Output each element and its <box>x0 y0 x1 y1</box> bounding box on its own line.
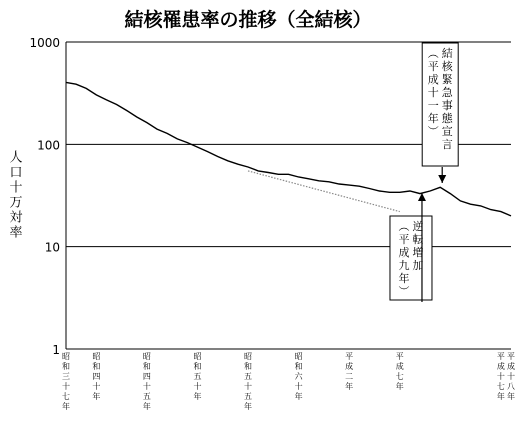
y-tick-label: 1000 <box>29 36 60 50</box>
annotation-1 <box>390 193 432 302</box>
annotation-arrowhead <box>438 175 446 183</box>
x-tick-label: 昭和三十七年 <box>62 352 70 411</box>
x-tick-label: 昭和五十五年 <box>244 352 253 411</box>
x-tick-label: 平成七年 <box>395 352 404 391</box>
y-tick-label: 1 <box>52 343 60 357</box>
y-axis-label: 人口十万対率 <box>6 150 22 240</box>
y-tick-label: 100 <box>37 138 60 153</box>
x-tick-label: 昭和五十年 <box>193 352 202 401</box>
annotations <box>390 43 458 302</box>
x-tick-label: 平成二年 <box>345 352 354 391</box>
annotation-box <box>390 216 432 300</box>
annotation-0 <box>422 43 458 183</box>
x-tick-label: 昭和六十年 <box>294 352 303 401</box>
x-tick-label: 平成十七年 <box>496 352 505 401</box>
x-tick-label: 昭和四十年 <box>92 352 101 401</box>
y-tick-labels <box>29 36 60 357</box>
x-tick-label: 昭和四十五年 <box>142 352 151 411</box>
y-tick-label: 10 <box>44 240 60 255</box>
series-line-1 <box>248 171 400 212</box>
x-tick-labels <box>62 352 515 411</box>
annotation-text: 結核緊急事態宣言︵平成十一年︶ <box>427 47 453 151</box>
chart-title: 結核罹患率の推移（全結核） <box>124 9 372 31</box>
annotation-arrowhead <box>418 193 426 201</box>
x-tick-label: 平成十八年 <box>507 352 515 401</box>
annotation-text: 逆転増加︵平成九年︶ <box>398 220 424 298</box>
